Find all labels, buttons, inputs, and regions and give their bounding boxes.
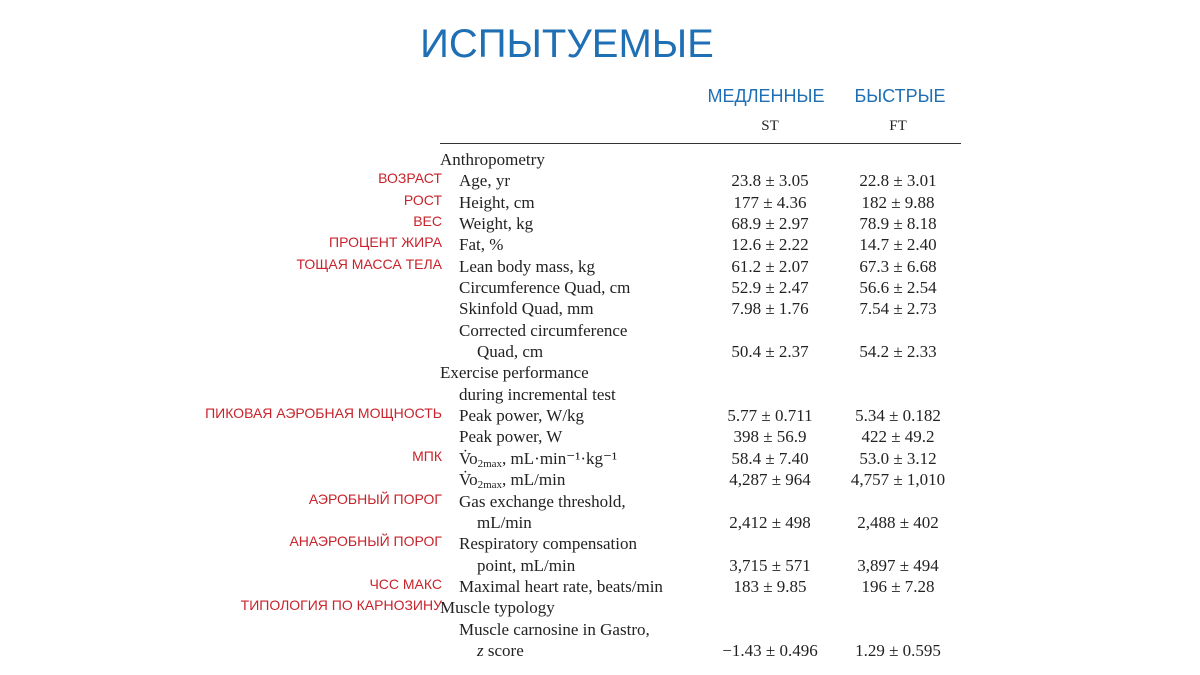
table-row xyxy=(0,555,1200,576)
st-value: 177 ± 4.36 xyxy=(733,192,807,212)
column-header-st: ST xyxy=(761,118,779,134)
st-value: 7.98 ± 1.76 xyxy=(731,299,809,319)
ft-value: 4,757 ± 1,010 xyxy=(850,470,946,490)
row-label-text: mL/min xyxy=(477,512,532,532)
row-label xyxy=(477,341,543,362)
row-label xyxy=(459,192,535,213)
row-label-text: V̇o xyxy=(459,448,478,468)
ft-value: 422 ± 49.2 xyxy=(861,427,935,447)
st-value: 4,287 ± 964 xyxy=(729,470,811,490)
ft-value: 1.29 ± 0.595 xyxy=(855,640,941,660)
row-label-text: during incremental test xyxy=(459,384,616,404)
row-label-text: Height, cm xyxy=(459,192,535,212)
table-row xyxy=(0,234,1200,255)
russian-annotation: ТИПОЛОГИЯ ПО КАРНОЗИНУ xyxy=(240,597,442,614)
row-label xyxy=(440,362,589,383)
row-label-text: Peak power, W xyxy=(459,427,563,447)
row-label-text: V̇o xyxy=(459,470,478,490)
row-label-text: Lean body mass, kg xyxy=(459,256,595,276)
table-row xyxy=(0,298,1200,319)
russian-annotation: ТОЩАЯ МАССА ТЕЛА xyxy=(296,255,442,272)
row-label-subscript: 2max xyxy=(477,479,503,492)
row-label-text: Weight, kg xyxy=(459,214,534,234)
row-label-text: Quad, cm xyxy=(477,342,544,362)
russian-annotation: РОСТ xyxy=(403,191,442,208)
table-row xyxy=(0,277,1200,298)
row-label-text: Peak power, W/kg xyxy=(459,406,585,426)
row-label-text: Corrected circumference xyxy=(459,320,628,340)
row-label xyxy=(459,448,617,469)
row-label xyxy=(459,320,627,341)
ft-value: 2,488 ± 402 xyxy=(857,512,939,532)
ft-value: 3,897 ± 494 xyxy=(857,555,939,575)
row-label-text: Muscle carnosine in Gastro, xyxy=(459,619,650,639)
st-value: −1.43 ± 0.496 xyxy=(722,640,818,660)
table-row xyxy=(0,533,1200,554)
row-label-text: Anthropometry xyxy=(440,150,545,169)
row-label xyxy=(459,384,616,405)
table-row xyxy=(0,512,1200,533)
table-row xyxy=(0,619,1200,640)
table-row xyxy=(0,384,1200,405)
row-label xyxy=(459,234,503,255)
row-label xyxy=(459,405,584,426)
table-row xyxy=(0,192,1200,213)
ft-value: 67.3 ± 6.68 xyxy=(859,256,937,276)
ft-value: 54.2 ± 2.33 xyxy=(859,342,937,362)
row-label-text: Circumference Quad, cm xyxy=(459,278,631,298)
ft-value: 7.54 ± 2.73 xyxy=(859,299,937,319)
table-row xyxy=(0,341,1200,362)
row-label xyxy=(459,469,565,490)
row-label xyxy=(459,576,663,597)
st-value: 50.4 ± 2.37 xyxy=(731,342,809,362)
row-label xyxy=(459,170,510,191)
row-label xyxy=(477,512,532,533)
row-label-text: Respiratory compensation xyxy=(459,534,637,554)
subjects-table xyxy=(0,149,1200,661)
row-label-text: Muscle typology xyxy=(440,598,555,618)
column-header-fast-ru: БЫСТРЫЕ xyxy=(854,86,946,106)
table-row xyxy=(0,362,1200,383)
row-label xyxy=(459,277,630,298)
table-row xyxy=(0,597,1200,618)
table-header-rule xyxy=(440,143,961,144)
table-row xyxy=(0,213,1200,234)
russian-annotation: ЧСС МАКС xyxy=(369,575,442,592)
column-header-slow-ru: МЕДЛЕННЫЕ xyxy=(707,86,825,106)
ft-value: 22.8 ± 3.01 xyxy=(859,171,937,191)
ft-value: 182 ± 9.88 xyxy=(861,192,935,212)
row-label xyxy=(477,555,575,576)
row-label-text: Gas exchange threshold, xyxy=(459,491,626,511)
table-row xyxy=(0,469,1200,490)
russian-annotation: ПИКОВАЯ АЭРОБНАЯ МОЩНОСТЬ xyxy=(205,405,442,422)
russian-annotation: ВЕС xyxy=(413,213,442,230)
row-label xyxy=(459,491,626,512)
table-row xyxy=(0,491,1200,512)
ft-value: 56.6 ± 2.54 xyxy=(859,278,937,298)
ft-value: 5.34 ± 0.182 xyxy=(855,406,941,426)
row-label-units: , mL·min⁻¹·kg⁻¹ xyxy=(502,448,618,468)
row-label-text: Maximal heart rate, beats/min xyxy=(459,576,663,596)
table-row xyxy=(0,576,1200,597)
row-label xyxy=(477,640,524,661)
row-label-text: z score xyxy=(477,640,524,660)
st-value: 58.4 ± 7.40 xyxy=(731,448,809,468)
column-header-ft: FT xyxy=(889,118,907,134)
st-value: 3,715 ± 571 xyxy=(729,555,811,575)
row-label-text: Age, yr xyxy=(459,171,510,191)
row-label-text: Skinfold Quad, mm xyxy=(459,299,594,319)
st-value: 5.77 ± 0.711 xyxy=(727,406,813,426)
table-row xyxy=(0,426,1200,447)
table-row xyxy=(0,640,1200,661)
table-row xyxy=(0,170,1200,191)
table-row xyxy=(0,448,1200,469)
ft-value: 78.9 ± 8.18 xyxy=(859,214,937,234)
st-value: 68.9 ± 2.97 xyxy=(731,214,809,234)
st-value: 52.9 ± 2.47 xyxy=(731,278,809,298)
row-label-text: point, mL/min xyxy=(477,555,576,575)
row-label xyxy=(459,619,650,640)
st-value: 2,412 ± 498 xyxy=(729,512,811,532)
table-row xyxy=(0,256,1200,277)
row-label-text: Exercise performance xyxy=(440,363,589,383)
st-value: 183 ± 9.85 xyxy=(733,576,807,596)
russian-annotation: АНАЭРОБНЫЙ ПОРОГ xyxy=(289,533,442,550)
row-label xyxy=(459,298,594,319)
row-label xyxy=(459,426,562,447)
row-label-text: Fat, % xyxy=(459,235,504,255)
slide-title: ИСПЫТУЕМЫЕ xyxy=(420,22,714,66)
row-label xyxy=(459,533,637,554)
ft-value: 196 ± 7.28 xyxy=(861,576,935,596)
row-label xyxy=(459,256,595,277)
row-label xyxy=(440,597,555,618)
table-row xyxy=(0,405,1200,426)
table-row xyxy=(0,320,1200,341)
russian-annotation: ВОЗРАСТ xyxy=(378,170,442,187)
ft-value: 14.7 ± 2.40 xyxy=(859,235,937,255)
russian-annotation: ПРОЦЕНТ ЖИРА xyxy=(329,234,442,251)
row-label xyxy=(440,149,545,170)
st-value: 23.8 ± 3.05 xyxy=(731,171,809,191)
st-value: 398 ± 56.9 xyxy=(733,427,807,447)
row-label-units: , mL/min xyxy=(502,470,566,490)
row-label-subscript: 2max xyxy=(477,457,503,470)
st-value: 61.2 ± 2.07 xyxy=(731,256,809,276)
russian-annotation: МПК xyxy=(412,447,442,464)
table-row xyxy=(0,149,1200,170)
st-value: 12.6 ± 2.22 xyxy=(731,235,809,255)
russian-annotation: АЭРОБНЫЙ ПОРОГ xyxy=(308,490,442,507)
row-label xyxy=(459,213,533,234)
ft-value: 53.0 ± 3.12 xyxy=(859,448,937,468)
